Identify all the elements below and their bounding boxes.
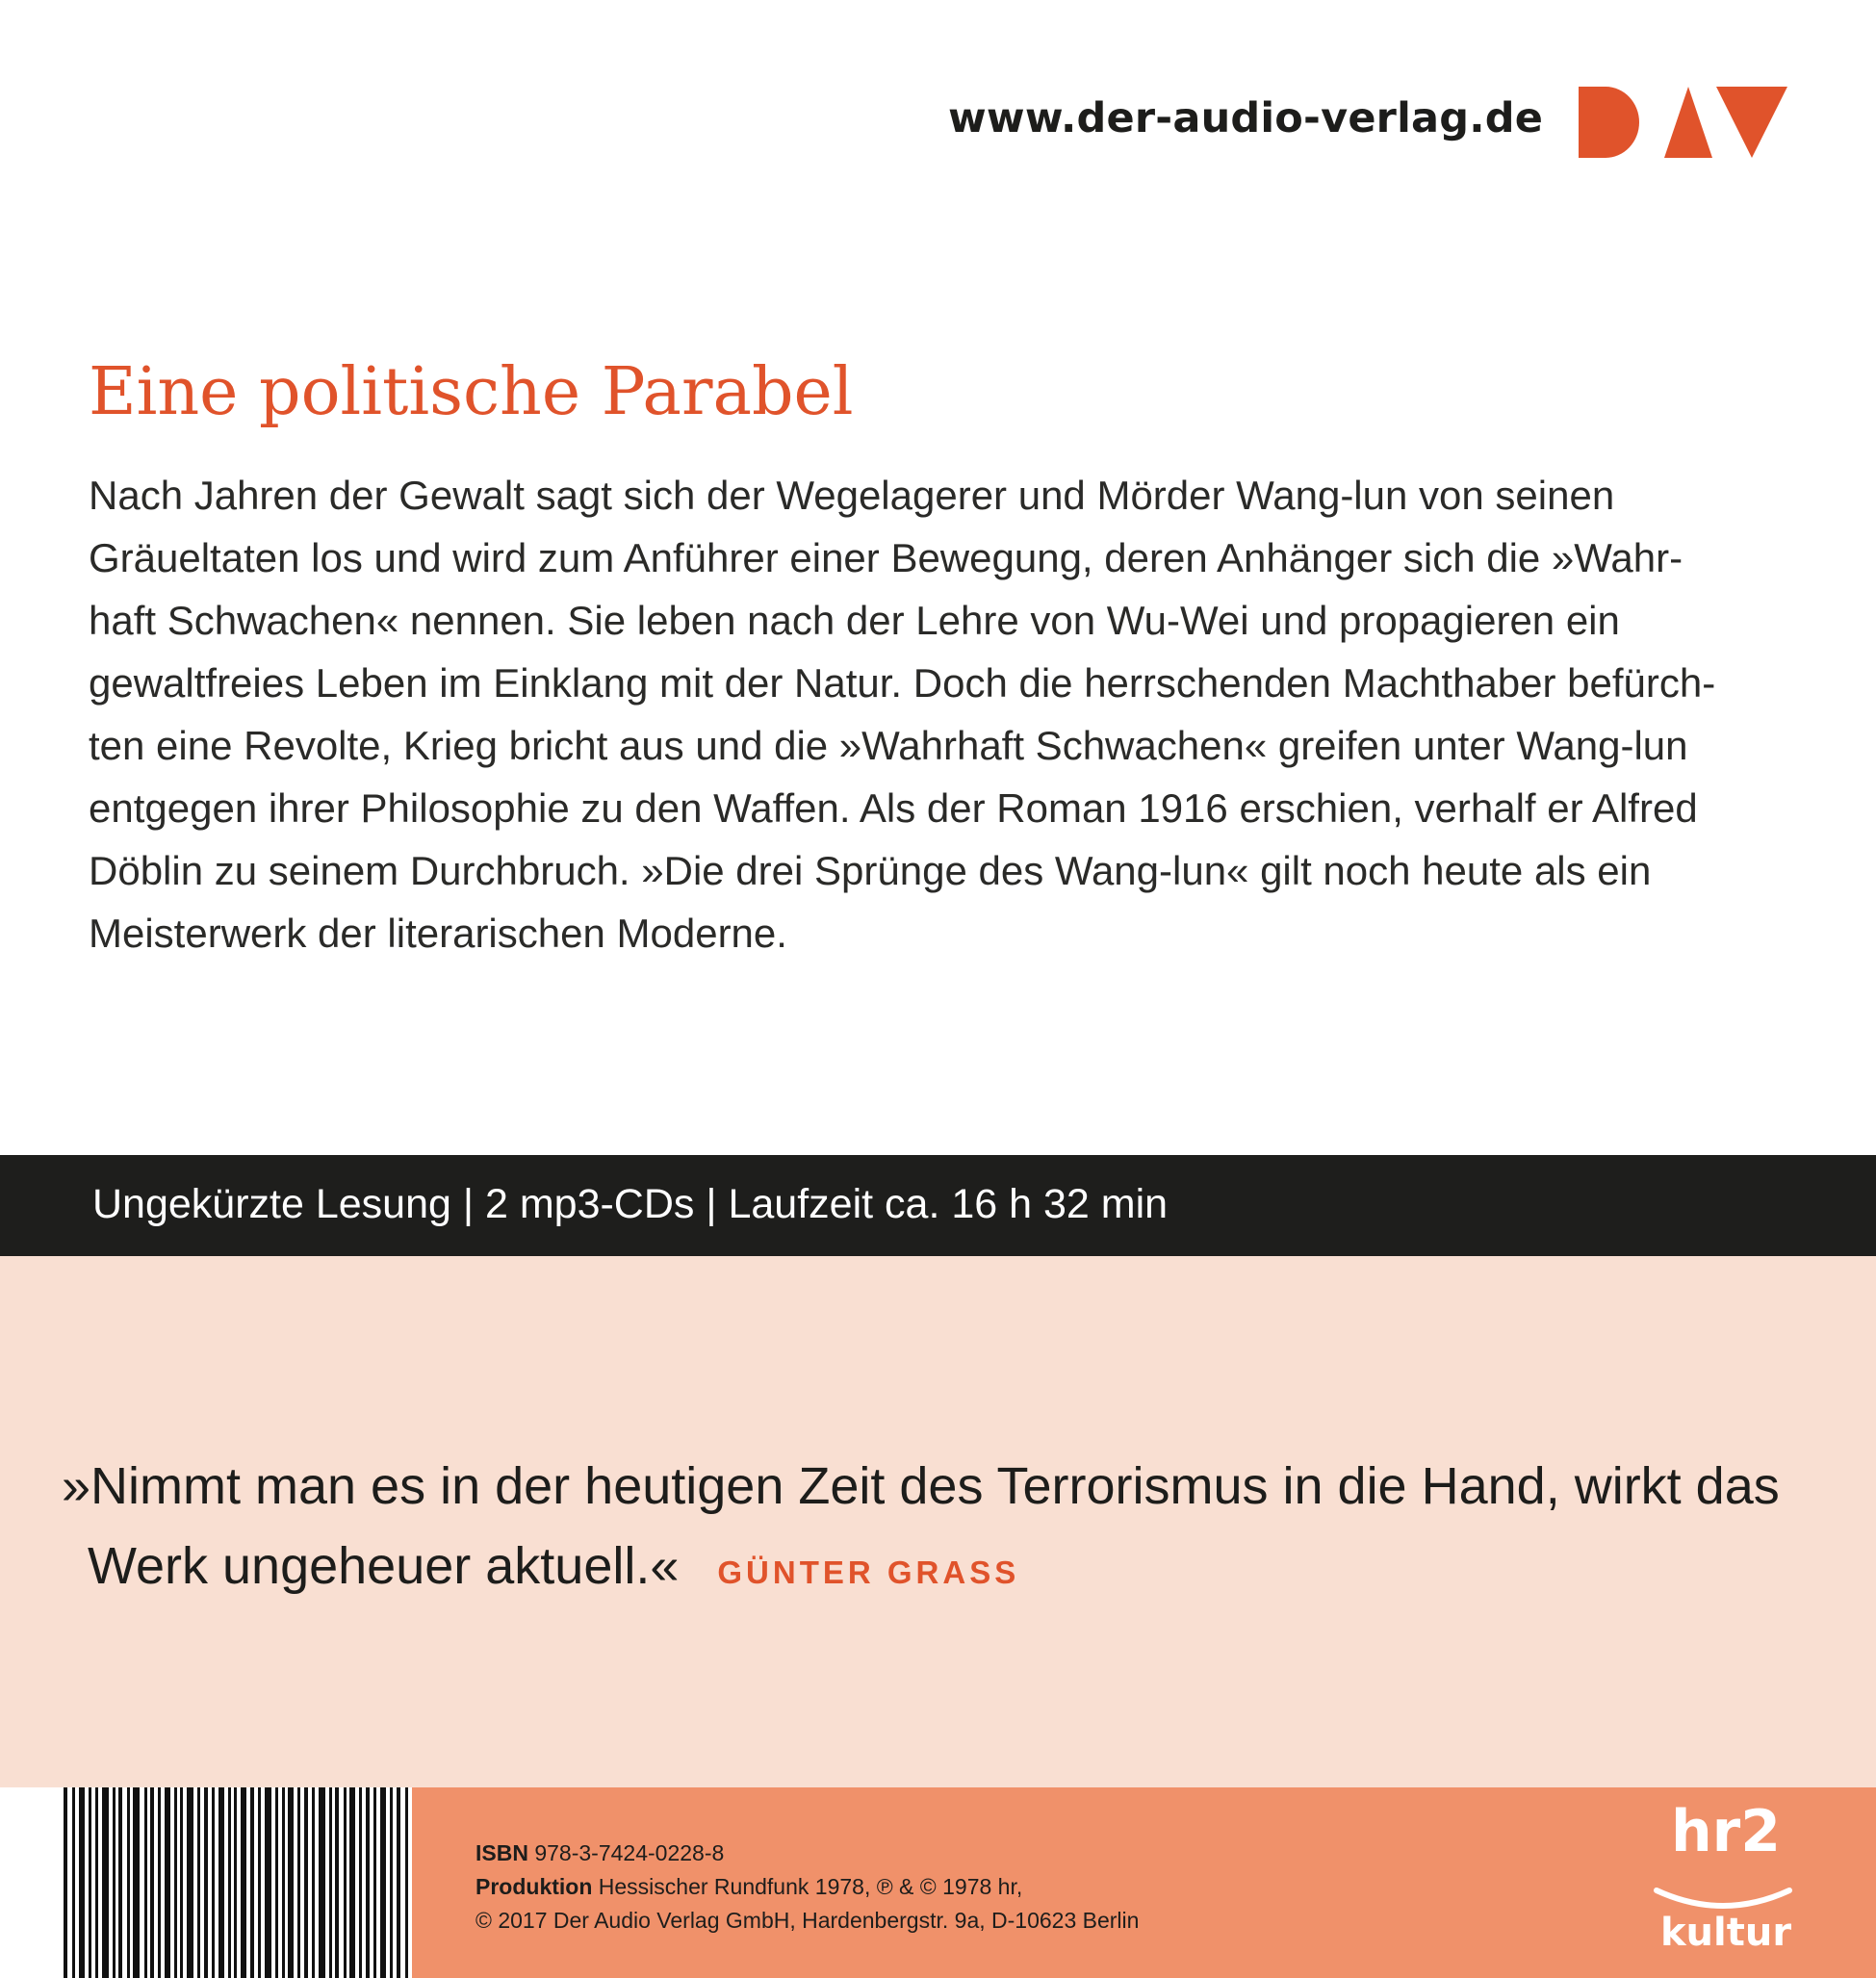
quote-line-text: Werk ungeheuer aktuell.« — [88, 1537, 680, 1595]
quote-line-2 — [62, 1527, 1780, 1612]
description-line: entgegen ihrer Philosophie zu den Waffen. Als der Roman 1916 erschien, verhalf er Alfred — [89, 785, 1698, 831]
description-line: Döblin zu seinem Durchbruch. »Die drei Sprünge des Wang-lun« gilt noch heute als ein — [89, 848, 1652, 893]
description-text — [89, 464, 1821, 964]
description-line: ten eine Revolte, Krieg bricht aus und die »Wahrhaft Schwachen« greifen unter Wang-lun — [89, 723, 1688, 768]
production-line — [475, 1870, 1139, 1904]
description-line: gewaltfreies Leben im Einklang mit der Natur. Doch die herrschenden Machthaber befürch- — [89, 660, 1716, 706]
kultur-logo-text: kultur — [1659, 1911, 1792, 1955]
copyright-line: © 2017 Der Audio Verlag GmbH, Hardenbergstr. 9a, D-10623 Berlin — [475, 1908, 1140, 1933]
dav-logo — [1579, 87, 1787, 158]
quote-attribution: GÜNTER GRASS — [717, 1554, 1020, 1590]
hr2-logo-text: hr2 — [1670, 1798, 1782, 1865]
legal-info — [475, 1837, 1139, 1938]
barcode-icon — [64, 1787, 412, 1978]
production-label: Produktion — [475, 1874, 593, 1899]
website-url[interactable]: www.der-audio-verlag.de — [948, 94, 1544, 142]
description-line: Nach Jahren der Gewalt sagt sich der Wegelagerer und Mörder Wang-lun von seinen — [89, 473, 1615, 518]
description-title: Eine politische Parabel — [89, 354, 854, 430]
isbn-label: ISBN — [475, 1840, 528, 1865]
description-line: Gräueltaten los und wird zum Anführer einer Bewegung, deren Anhänger sich die »Wahr- — [89, 535, 1683, 580]
isbn-line — [475, 1837, 1139, 1870]
product-info-text: Ungekürzte Lesung | 2 mp3-CDs | Laufzeit ca. 16 h 32 min — [92, 1181, 1169, 1227]
description-line: haft Schwachen« nennen. Sie leben nach der Lehre von Wu-Wei und propagieren ein — [89, 598, 1620, 643]
production-value: Hessischer Rundfunk 1978, ℗ & © 1978 hr, — [598, 1874, 1023, 1899]
review-quote — [62, 1447, 1780, 1612]
product-info-bar — [0, 1155, 1876, 1256]
quote-line: »Nimmt man es in der heutigen Zeit des Terrorismus in die Hand, wirkt das — [62, 1457, 1780, 1515]
description-line: Meisterwerk der literarischen Moderne. — [89, 911, 787, 956]
isbn-value: 978-3-7424-0228-8 — [534, 1840, 725, 1865]
